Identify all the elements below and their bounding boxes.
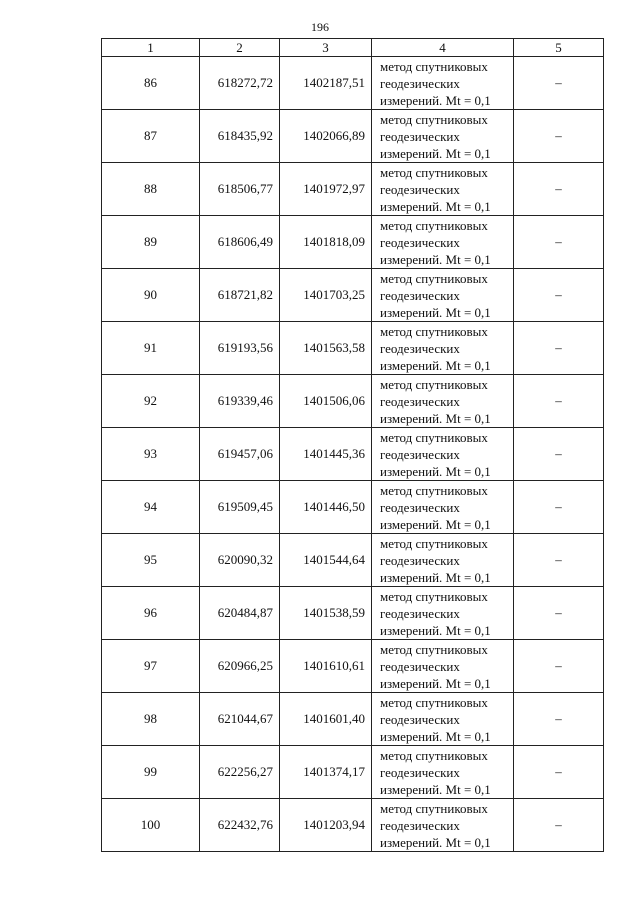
method-line-2: геодезических: [380, 128, 460, 144]
coordinate-y: 1401703,25: [280, 269, 372, 322]
point-number: 89: [102, 216, 200, 269]
error-value: –: [514, 110, 604, 163]
method-line-2: геодезических: [380, 711, 460, 727]
column-header-5: 5: [514, 39, 604, 57]
table-row: [102, 587, 604, 640]
coordinate-x: 618272,72: [200, 57, 280, 110]
method-description: [372, 481, 514, 534]
method-description: [372, 110, 514, 163]
error-value: –: [514, 640, 604, 693]
table-row: [102, 693, 604, 746]
method-line-2: геодезических: [380, 287, 460, 303]
point-number: 88: [102, 163, 200, 216]
method-line-1: метод спутниковых: [380, 747, 488, 763]
method-line-2: геодезических: [380, 605, 460, 621]
coordinate-x: 620966,25: [200, 640, 280, 693]
table-row: [102, 428, 604, 481]
method-line-1: метод спутниковых: [380, 535, 488, 551]
method-description: [372, 163, 514, 216]
method-description: [372, 534, 514, 587]
method-line-1: метод спутниковых: [380, 164, 488, 180]
error-value: –: [514, 693, 604, 746]
method-line-3: измерений. Mt = 0,1: [380, 92, 491, 108]
error-value: –: [514, 322, 604, 375]
method-line-2: геодезических: [380, 234, 460, 250]
table-row: [102, 269, 604, 322]
header-row: [102, 39, 604, 57]
method-line-1: метод спутниковых: [380, 111, 488, 127]
table-row: [102, 481, 604, 534]
method-line-2: геодезических: [380, 552, 460, 568]
column-header-2: 2: [200, 39, 280, 57]
method-line-3: измерений. Mt = 0,1: [380, 357, 491, 373]
coordinate-x: 621044,67: [200, 693, 280, 746]
method-line-3: измерений. Mt = 0,1: [380, 675, 491, 691]
coordinate-x: 618435,92: [200, 110, 280, 163]
method-line-1: метод спутниковых: [380, 323, 488, 339]
table-header: [102, 39, 604, 57]
method-line-1: метод спутниковых: [380, 800, 488, 816]
method-line-1: метод спутниковых: [380, 482, 488, 498]
method-description: [372, 693, 514, 746]
method-line-3: измерений. Mt = 0,1: [380, 410, 491, 426]
point-number: 94: [102, 481, 200, 534]
coordinate-x: 619457,06: [200, 428, 280, 481]
column-header-3: 3: [280, 39, 372, 57]
error-value: –: [514, 428, 604, 481]
method-description: [372, 428, 514, 481]
method-line-3: измерений. Mt = 0,1: [380, 145, 491, 161]
error-value: –: [514, 799, 604, 852]
coordinate-y: 1401446,50: [280, 481, 372, 534]
table-row: [102, 640, 604, 693]
table-row: [102, 534, 604, 587]
coordinate-y: 1401203,94: [280, 799, 372, 852]
method-description: [372, 799, 514, 852]
coordinate-x: 618721,82: [200, 269, 280, 322]
coordinate-x: 622256,27: [200, 746, 280, 799]
method-description: [372, 269, 514, 322]
method-line-2: геодезических: [380, 393, 460, 409]
coordinate-x: 619509,45: [200, 481, 280, 534]
point-number: 98: [102, 693, 200, 746]
method-line-3: измерений. Mt = 0,1: [380, 622, 491, 638]
method-description: [372, 587, 514, 640]
point-number: 91: [102, 322, 200, 375]
method-line-3: измерений. Mt = 0,1: [380, 781, 491, 797]
method-line-2: геодезических: [380, 817, 460, 833]
error-value: –: [514, 534, 604, 587]
coordinate-y: 1401601,40: [280, 693, 372, 746]
coordinate-y: 1401972,97: [280, 163, 372, 216]
method-line-2: геодезических: [380, 446, 460, 462]
method-description: [372, 746, 514, 799]
method-line-1: метод спутниковых: [380, 376, 488, 392]
error-value: –: [514, 746, 604, 799]
error-value: –: [514, 481, 604, 534]
point-number: 93: [102, 428, 200, 481]
method-line-1: метод спутниковых: [380, 641, 488, 657]
table-row: [102, 746, 604, 799]
method-line-1: метод спутниковых: [380, 694, 488, 710]
method-description: [372, 216, 514, 269]
coordinate-x: 622432,76: [200, 799, 280, 852]
table-row: [102, 322, 604, 375]
point-number: 90: [102, 269, 200, 322]
method-line-3: измерений. Mt = 0,1: [380, 569, 491, 585]
method-line-2: геодезических: [380, 764, 460, 780]
point-number: 95: [102, 534, 200, 587]
method-line-3: измерений. Mt = 0,1: [380, 304, 491, 320]
table-row: [102, 57, 604, 110]
error-value: –: [514, 269, 604, 322]
coordinate-y: 1401818,09: [280, 216, 372, 269]
error-value: –: [514, 587, 604, 640]
point-number: 86: [102, 57, 200, 110]
coordinate-x: 620484,87: [200, 587, 280, 640]
page-number: 196: [311, 20, 329, 34]
method-line-2: геодезических: [380, 340, 460, 356]
coordinate-y: 1401374,17: [280, 746, 372, 799]
coordinate-x: 620090,32: [200, 534, 280, 587]
method-line-3: измерений. Mt = 0,1: [380, 463, 491, 479]
coordinate-x: 619339,46: [200, 375, 280, 428]
method-line-2: геодезических: [380, 181, 460, 197]
table-row: [102, 163, 604, 216]
point-number: 92: [102, 375, 200, 428]
method-line-3: измерений. Mt = 0,1: [380, 251, 491, 267]
column-header-4: 4: [372, 39, 514, 57]
coordinate-y: 1401563,58: [280, 322, 372, 375]
coordinate-x: 618606,49: [200, 216, 280, 269]
method-line-1: метод спутниковых: [380, 429, 488, 445]
coordinate-y: 1402066,89: [280, 110, 372, 163]
coordinate-y: 1401445,36: [280, 428, 372, 481]
method-line-3: измерений. Mt = 0,1: [380, 198, 491, 214]
method-line-3: измерений. Mt = 0,1: [380, 834, 491, 850]
coordinate-y: 1402187,51: [280, 57, 372, 110]
coordinate-y: 1401610,61: [280, 640, 372, 693]
coordinate-y: 1401538,59: [280, 587, 372, 640]
method-description: [372, 640, 514, 693]
column-header-1: 1: [102, 39, 200, 57]
error-value: –: [514, 163, 604, 216]
method-line-3: измерений. Mt = 0,1: [380, 516, 491, 532]
coordinates-table: [101, 38, 604, 852]
method-line-1: метод спутниковых: [380, 588, 488, 604]
table-row: [102, 110, 604, 163]
point-number: 100: [102, 799, 200, 852]
coordinate-y: 1401544,64: [280, 534, 372, 587]
table-row: [102, 216, 604, 269]
method-line-2: геодезических: [380, 499, 460, 515]
point-number: 96: [102, 587, 200, 640]
method-description: [372, 322, 514, 375]
coordinate-x: 618506,77: [200, 163, 280, 216]
method-line-1: метод спутниковых: [380, 217, 488, 233]
point-number: 99: [102, 746, 200, 799]
point-number: 97: [102, 640, 200, 693]
method-line-2: геодезических: [380, 658, 460, 674]
error-value: –: [514, 57, 604, 110]
point-number: 87: [102, 110, 200, 163]
error-value: –: [514, 375, 604, 428]
table-row: [102, 375, 604, 428]
method-line-1: метод спутниковых: [380, 270, 488, 286]
method-description: [372, 57, 514, 110]
method-line-2: геодезических: [380, 75, 460, 91]
error-value: –: [514, 216, 604, 269]
method-line-3: измерений. Mt = 0,1: [380, 728, 491, 744]
table-row: [102, 799, 604, 852]
method-description: [372, 375, 514, 428]
table-body: [102, 57, 604, 852]
method-line-1: метод спутниковых: [380, 58, 488, 74]
coordinate-y: 1401506,06: [280, 375, 372, 428]
coordinate-x: 619193,56: [200, 322, 280, 375]
